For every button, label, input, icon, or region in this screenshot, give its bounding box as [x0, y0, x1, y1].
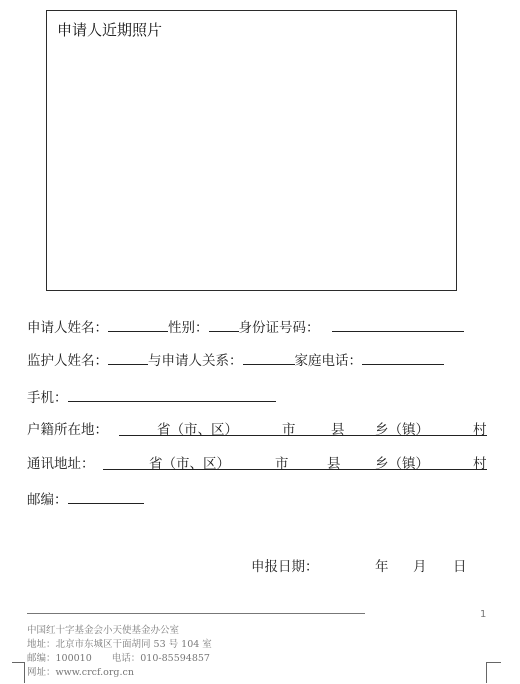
mailing-city: 市 [275, 456, 289, 472]
household-province: 省（市、区） [157, 422, 238, 438]
guardian-label: 监护人姓名： [27, 353, 108, 369]
footer-website[interactable]: 网址：www.crcf.org.cn [27, 667, 134, 678]
date-day: 日 [453, 559, 467, 575]
gender-field[interactable] [209, 315, 239, 332]
footer-address: 地址：北京市东城区干面胡同 53 号 104 室 [27, 639, 212, 650]
row-applicant [27, 315, 464, 337]
row-guardian [27, 348, 444, 370]
footer-postcode: 邮编：100010 [27, 653, 92, 664]
guardian-field[interactable] [108, 348, 148, 365]
crop-mark-right [486, 662, 501, 683]
footer-divider [27, 613, 365, 614]
date-year: 年 [375, 559, 389, 575]
relation-field[interactable] [243, 348, 295, 365]
row-mobile [27, 385, 276, 407]
footer-contact [27, 650, 210, 664]
household-city: 市 [282, 422, 296, 438]
footer-office: 中国红十字基金会小天使基金办公室 [27, 625, 180, 636]
row-mailing [27, 452, 487, 474]
page-number: 1 [480, 609, 487, 620]
relation-label: 与申请人关系： [148, 353, 243, 369]
mailing-village: 村 [473, 456, 487, 472]
household-label: 户籍所在地： [27, 422, 108, 438]
name-field[interactable] [108, 315, 168, 332]
mobile-label: 手机： [27, 390, 68, 406]
mailing-province: 省（市、区） [149, 456, 230, 472]
row-postcode [27, 487, 144, 509]
postcode-label: 邮编： [27, 492, 68, 508]
household-county: 县 [331, 422, 345, 438]
date-month: 月 [413, 559, 427, 575]
mailing-label: 通讯地址： [27, 456, 95, 472]
name-label: 申请人姓名： [27, 320, 108, 336]
footer-phone: 电话：010-85594857 [111, 653, 210, 664]
date-label: 申报日期： [251, 559, 319, 575]
household-town: 乡（镇） [375, 422, 429, 438]
row-household [27, 418, 487, 440]
postcode-field[interactable] [68, 487, 144, 504]
home-phone-label: 家庭电话： [294, 353, 362, 369]
home-phone-field[interactable] [362, 348, 444, 365]
id-label: 身份证号码： [238, 320, 320, 336]
mobile-field[interactable] [68, 385, 276, 402]
photo-label: 申请人近期照片 [57, 21, 163, 39]
crop-mark-left [12, 662, 25, 683]
mailing-county: 县 [327, 456, 341, 472]
gender-label: 性别： [168, 320, 209, 336]
household-village: 村 [473, 422, 487, 438]
mailing-town: 乡（镇） [375, 456, 429, 472]
applicant-photo-box[interactable] [46, 10, 457, 291]
id-number-field[interactable] [332, 315, 464, 332]
